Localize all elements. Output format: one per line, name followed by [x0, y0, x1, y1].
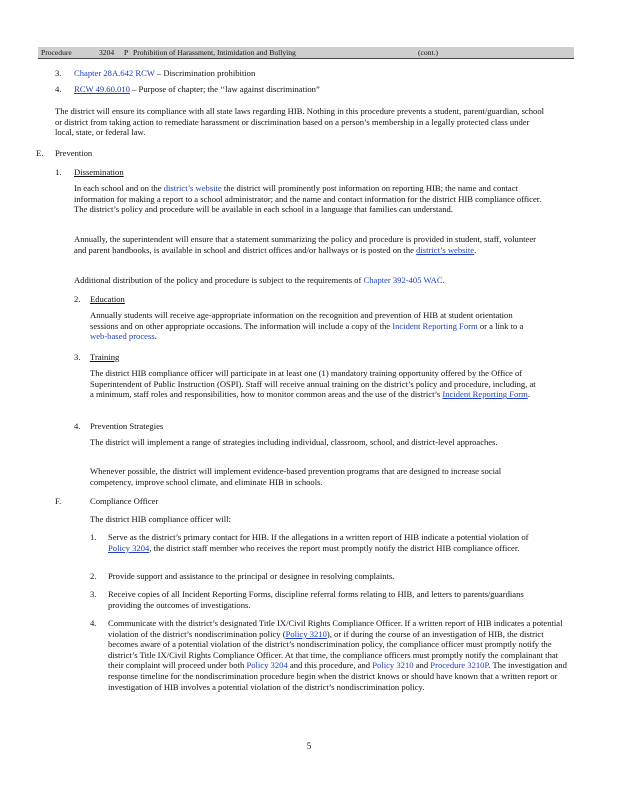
list-item: Receive copies of all Incident Reporting Forms, discipline referral forms relating to HIB, and letters to parents/guardians providing the outcomes of investigations.: [108, 589, 524, 610]
paragraph: [90, 310, 530, 342]
header-policy-number: 3204: [99, 48, 115, 57]
section-letter: F.: [55, 496, 62, 506]
subsection-heading: Training: [90, 352, 120, 362]
text-run: Additional distribution of the policy and procedure is subject to the requirements of: [74, 275, 362, 285]
page-header: [38, 47, 574, 59]
text-run: .: [442, 275, 445, 285]
text-run: Communicate with the district’s designated Title IX/Civil Rights Compliance Officer. If a written report of HIB indicates a potential violation of the district’s nondiscrimination policy (: [108, 618, 563, 639]
web-based-process-link[interactable]: web-based process: [90, 331, 155, 342]
list-item: [108, 618, 572, 692]
policy-3204-link[interactable]: Policy 3204: [246, 660, 288, 671]
list-number: 3.: [90, 589, 97, 599]
incident-reporting-form-link[interactable]: Incident Reporting Form: [392, 320, 478, 331]
section-letter: E.: [36, 148, 44, 158]
text-run: Serve as the district’s primary contact for HIB. If the allegations in a written report of HIB indicate a potential violation of: [108, 532, 529, 542]
paragraph: Whenever possible, the district will implement evidence-based prevention programs that are designed to increase social competency, improve school climate, and eliminate HIB in schools.: [90, 466, 502, 487]
text-run: The district HIB compliance officer will participate in at least one (1) mandatory training opportunity offered by the Office of Superintendent of Public Instruction (OSPI). Staff will receive annual training on the district’s policy and procedure, including, at a minimum, staff roles and responsibilities, how to monitor common areas and the use of the district’s: [90, 368, 536, 400]
paragraph: [74, 234, 544, 255]
paragraph: The district HIB compliance officer will:: [90, 514, 231, 524]
text-run: Annually, the superintendent will ensure that a statement summarizing the policy and procedure is provided in student, staff, volunteer and parent handbooks, is available in school and district offices and/or hallways or is posted on the: [74, 234, 537, 255]
section-title: Prevention: [55, 148, 93, 158]
list-number: 1.: [90, 532, 97, 542]
legal-ref-link[interactable]: RCW 49.60.010: [74, 84, 130, 94]
subsection-number: 3.: [74, 352, 81, 362]
text-run: or a link to a: [479, 320, 524, 331]
text-run: and: [415, 660, 429, 671]
text-run: the district will prominently post information on reporting HIB; the name and contact information for making a report to a school administrator; and the name and contact information for the district HIB compliance officer. The district’s policy and procedure will be available in each school in a language that families can understand.: [74, 183, 542, 215]
paragraph: [90, 368, 536, 400]
policy-3210-link[interactable]: Policy 3210: [372, 660, 414, 671]
header-doc-type: Procedure: [41, 48, 72, 57]
header-title: Prohibition of Harassment, Intimidation and Bullying: [133, 48, 296, 57]
procedure-3210p-link[interactable]: Procedure 3210P: [430, 660, 489, 671]
list-number: 4.: [90, 618, 97, 628]
list-number: 2.: [90, 571, 97, 581]
text-run: .: [474, 244, 477, 255]
subsection-heading: Prevention Strategies: [90, 421, 164, 431]
legal-ref-description: – Discrimination prohibition: [156, 68, 256, 78]
text-run: , the district staff member who receives the report must promptly notify the district HIB compliance officer.: [149, 542, 520, 553]
district-website-link[interactable]: district’s website: [416, 244, 475, 255]
legal-ref-description: – Purpose of chapter; the ‘‘law against discrimination”: [132, 84, 320, 94]
subsection-number: 4.: [74, 421, 81, 431]
subsection-heading: Education: [90, 294, 125, 304]
policy-3210-link[interactable]: Policy 3210: [285, 628, 327, 639]
text-run: Annually students will receive age-appropriate information on the recognition and prevention of HIB at student orientation sessions and on other appropriate occasions. The information will include a copy of the: [90, 310, 513, 331]
text-run: ), or if during the course of an investigation of HIB, the district becomes aware of a potential violation of the district’s nondiscrimination policy, the compliance officer must promptly notify the district’s Title IX/Civil Rights Compliance Officer. At that time, the compliance officers must promptly notify the complainant that their complaint will proceed under both: [108, 628, 559, 671]
legal-ref-link[interactable]: Chapter 28A.642 RCW: [74, 68, 155, 78]
legal-ref-number: 3.: [55, 68, 62, 78]
page-number: 5: [306, 741, 312, 751]
policy-3204-link[interactable]: Policy 3204: [108, 542, 150, 553]
header-continued: (cont.): [418, 48, 439, 57]
district-website-link[interactable]: district’s website: [163, 183, 222, 193]
text-run: . The investigation and response timeline for the nondiscrimination procedure begin when the district knows or should have known that a written report or investigation of HIB involves a potential violation of the district’s nondiscrimination policy.: [108, 660, 567, 692]
subsection-heading: Dissemination: [74, 167, 124, 177]
section-title: Compliance Officer: [90, 496, 159, 506]
paragraph: [74, 275, 554, 286]
legal-ref-item: [74, 68, 554, 79]
wac-link[interactable]: Chapter 392-405 WAC: [363, 275, 443, 285]
text-run: .: [154, 331, 157, 342]
text-run: .: [527, 389, 530, 400]
legal-ref-item: [74, 84, 554, 95]
paragraph: [74, 183, 544, 215]
incident-reporting-form-link[interactable]: Incident Reporting Form: [442, 389, 528, 400]
list-item: Provide support and assistance to the principal or designee in resolving complaints.: [108, 571, 395, 581]
legal-ref-number: 4.: [55, 84, 62, 94]
text-run: In each school and on the: [74, 183, 162, 193]
paragraph: The district will implement a range of strategies including individual, classroom, school, and district-level approaches.: [90, 437, 498, 447]
header-policy-code: P: [124, 48, 129, 57]
list-item: [108, 532, 548, 553]
compliance-paragraph: The district will ensure its compliance with all state laws regarding HIB. Nothing in this procedure prevents a student, parent/guardian, school or district from taking action to remediate harassment or discrimination based on a person’s membership in a legally protected class under local, state, or federal law.: [55, 106, 545, 138]
text-run: and this procedure, and: [289, 660, 371, 671]
subsection-number: 1.: [55, 167, 62, 177]
subsection-number: 2.: [74, 294, 81, 304]
